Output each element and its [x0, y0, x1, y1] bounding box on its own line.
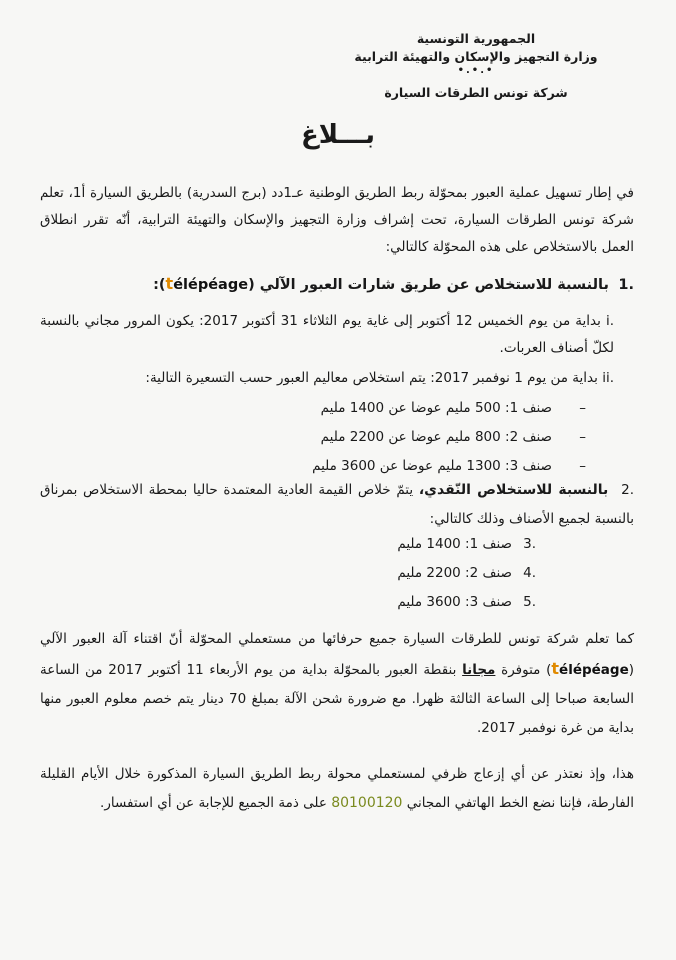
intro-paragraph: في إطار تسهيل عملية العبور بمحوّلة ربط الطريق الوطنية عـ1دد (برج السدرية) بالطريق السيارة أ1، تعلم شركة تونس الطرقات السيارة، تحت إشراف وزارة التجهيز والإسكان والتهيئة الترابية، أنّه تقرر انطلاق العمل بالاستخلاص على هذه المحوّلة كالتالي: [40, 185, 635, 255]
list-item: –صنف 2: 800 مليم عوضا عن 2200 مليم [320, 429, 586, 445]
section-2-bold: بالنسبة للاستخلاص النّقدي، [418, 482, 609, 498]
cash-tariff-list [397, 530, 536, 617]
document-title: بـــلاغ [301, 120, 375, 150]
ministry-name: وزارة التجهيز والإسكان والتهيئة الترابية [354, 49, 598, 64]
telepeage-logo: télépéage [165, 274, 249, 293]
section-1-heading: .1 بالنسبة للاستخلاص عن طريق شارات العبور الآلي (télépéage): [153, 274, 634, 293]
device-paragraph: كما تعلم شركة تونس للطرقات السيارة جميع حرفائها من مستعملي المحوّلة أنّ اقتناء آلة العبور الآلي (télépéage) متوفرة مجانا بنقطة العبور بالمحوّلة بداية من يوم الأربعاء 11 أكتوبر 2017 من الساعة السابعة صباحا إلى الساعة الثالثة ظهرا. مع ضرورة شحن الآلة بمبلغ 70 دينار يتم خصم معلوم العبور منها بداية من غرة نوفمبر 2017. [40, 631, 635, 736]
item-i-marker: .i [605, 313, 615, 329]
telepeage-logo: télépéage [551, 659, 629, 678]
letterhead [346, 30, 606, 102]
item-ii-text: بداية من يوم 1 نوفمبر 2017: يتم استخلاص معاليم العبور حسب التسعيرة التالية: [145, 370, 598, 386]
list-item: –صنف 1: 500 مليم عوضا عن 1400 مليم [320, 400, 586, 416]
closing-paragraph: هذا، وإذ نعتذر عن أي إزعاج ظرفي لمستعملي محولة ربط الطريق السيارة المذكورة خلال الأيام القليلة الفارطة، فإننا نضع الخط الهاتفي المجاني 80100120 على ذمة الجميع للإجابة عن أي استفسار. [40, 766, 634, 811]
country-name: الجمهورية التونسية [416, 31, 536, 46]
list-item: .5صنف 3: 3600 مليم [397, 594, 536, 610]
item-ii-marker: .ii [602, 370, 614, 386]
list-item: .3صنف 1: 1400 مليم [397, 536, 536, 552]
item-i [40, 308, 614, 362]
hotline-number: 80100120 [331, 795, 403, 811]
section-1-text: بالنسبة للاستخلاص عن طريق شارات العبور الآلي [259, 277, 609, 293]
section-1-number: .1 [618, 277, 634, 293]
telepeage-tariff-list [312, 394, 586, 481]
free-label: مجانا [462, 662, 496, 678]
company-name: شركة تونس الطرقات السيارة [384, 85, 568, 100]
section-2-text: يتمّ خلاص القيمة العادية المعتمدة حاليا بمحطة الاستخلاص بمرناق بالنسبة لجميع الأصناف وذلك كالتالي: [40, 482, 634, 527]
section-2 [40, 476, 634, 534]
section-2-number: .2 [621, 482, 634, 498]
separator-dots: •.•.• [457, 65, 495, 76]
item-ii [40, 367, 614, 389]
list-item: –صنف 3: 1300 مليم عوضا عن 3600 مليم [312, 458, 586, 474]
list-item: .4صنف 2: 2200 مليم [397, 565, 536, 581]
item-i-text: بداية من يوم الخميس 12 أكتوبر إلى غاية يوم الثلاثاء 31 أكتوبر 2017: يكون المرور مجاني بالنسبة لكلّ أصناف العربات. [40, 313, 614, 356]
